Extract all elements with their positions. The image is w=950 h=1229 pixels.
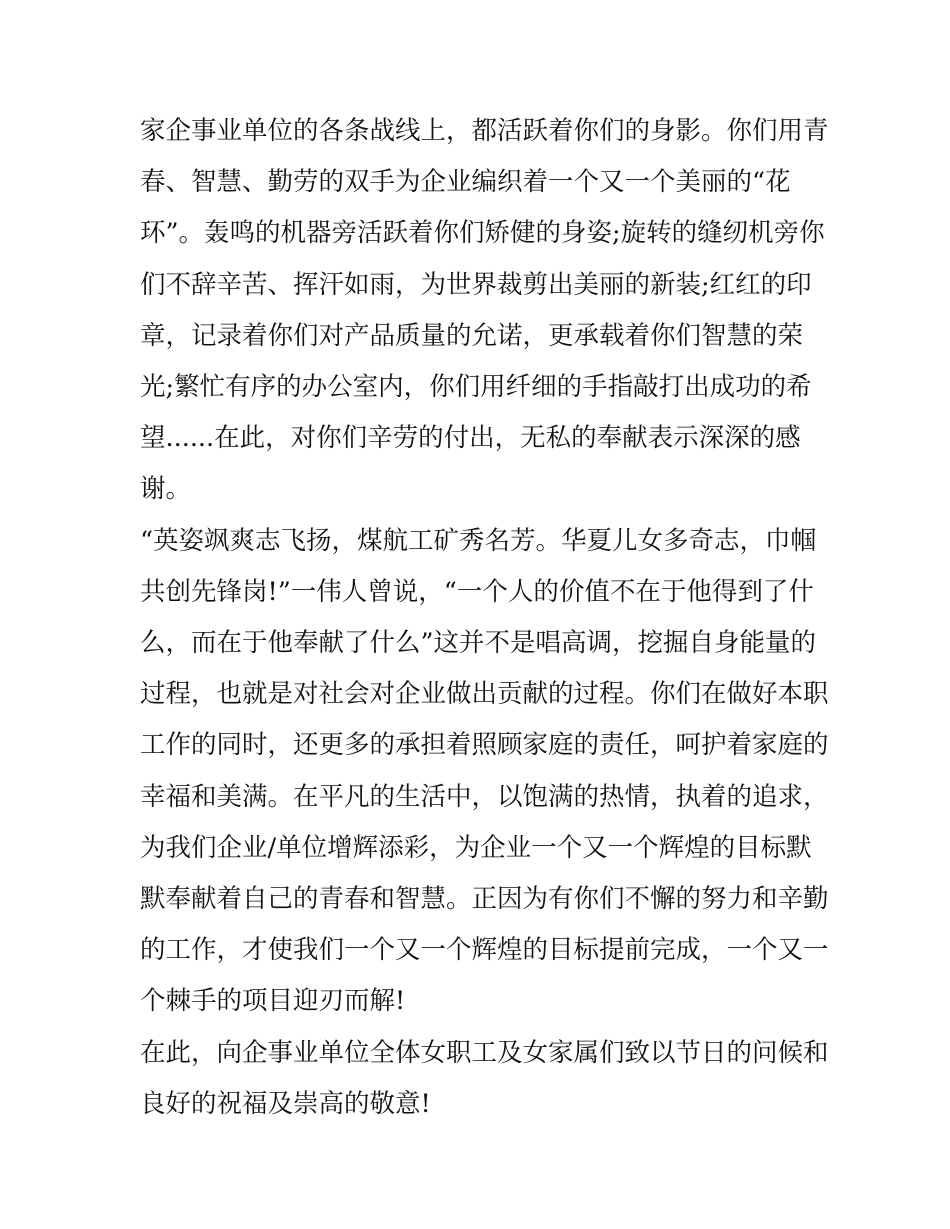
text-line: 望......在此，对你们辛劳的付出，无私的奉献表示深深的感 [140,423,801,454]
text-line: 章，记录着你们对产品质量的允诺，更承载着你们智慧的荣 [140,320,804,351]
text-line: 的工作，才使我们一个又一个辉煌的目标提前完成，一个又一 [140,935,829,966]
text-line: 过程，也就是对社会对企业做出贡献的过程。你们在做好本职 [140,679,829,710]
text-line: 个棘手的项目迎刃而解! [140,986,406,1017]
paragraph-1 [140,106,829,516]
text-line: 为我们企业/单位增辉添彩，为企业一个又一个辉煌的目标默 [140,832,812,863]
text-line: 幸福和美满。在平凡的生活中，以饱满的热情，执着的追求， [140,781,829,812]
text-line: 良好的祝福及崇高的敬意! [140,1088,431,1119]
paragraph-3 [140,1028,829,1130]
text-line: 光;繁忙有序的办公室内，你们用纤细的手指敲打出成功的希 [140,372,812,403]
text-line: 工作的同时，还更多的承担着照顾家庭的责任，呵护着家庭的 [140,730,829,761]
text-line: 们不辞辛苦、挥汗如雨，为世界裁剪出美丽的新装;红红的印 [140,269,812,300]
text-line: 么，而在于他奉献了什么”这并不是唱高调，挖掘自身能量的 [140,628,817,659]
text-line: “英姿飒爽志飞扬，煤航工矿秀名芳。华夏儿女多奇志，巾帼 [140,525,817,556]
text-line: 共创先锋岗!”一伟人曾说，“一个人的价值不在于他得到了什 [140,576,814,607]
text-line: 春、智慧、勤劳的双手为企业编织着一个又一个美丽的“花 [140,167,791,198]
text-line: 家企事业单位的各条战线上，都活跃着你们的身影。你们用青 [140,116,829,146]
text-line: 在此，向企事业单位全体女职工及女家属们致以节日的问候和 [140,1037,829,1068]
text-line: 默奉献着自己的青春和智慧。正因为有你们不懈的努力和辛勤 [140,884,829,915]
text-line: 谢。 [140,474,192,505]
document-body [140,106,829,1130]
paragraph-2 [140,516,829,1028]
text-line: 环”。轰鸣的机器旁活跃着你们矫健的身姿;旋转的缝纫机旁你 [140,218,825,249]
